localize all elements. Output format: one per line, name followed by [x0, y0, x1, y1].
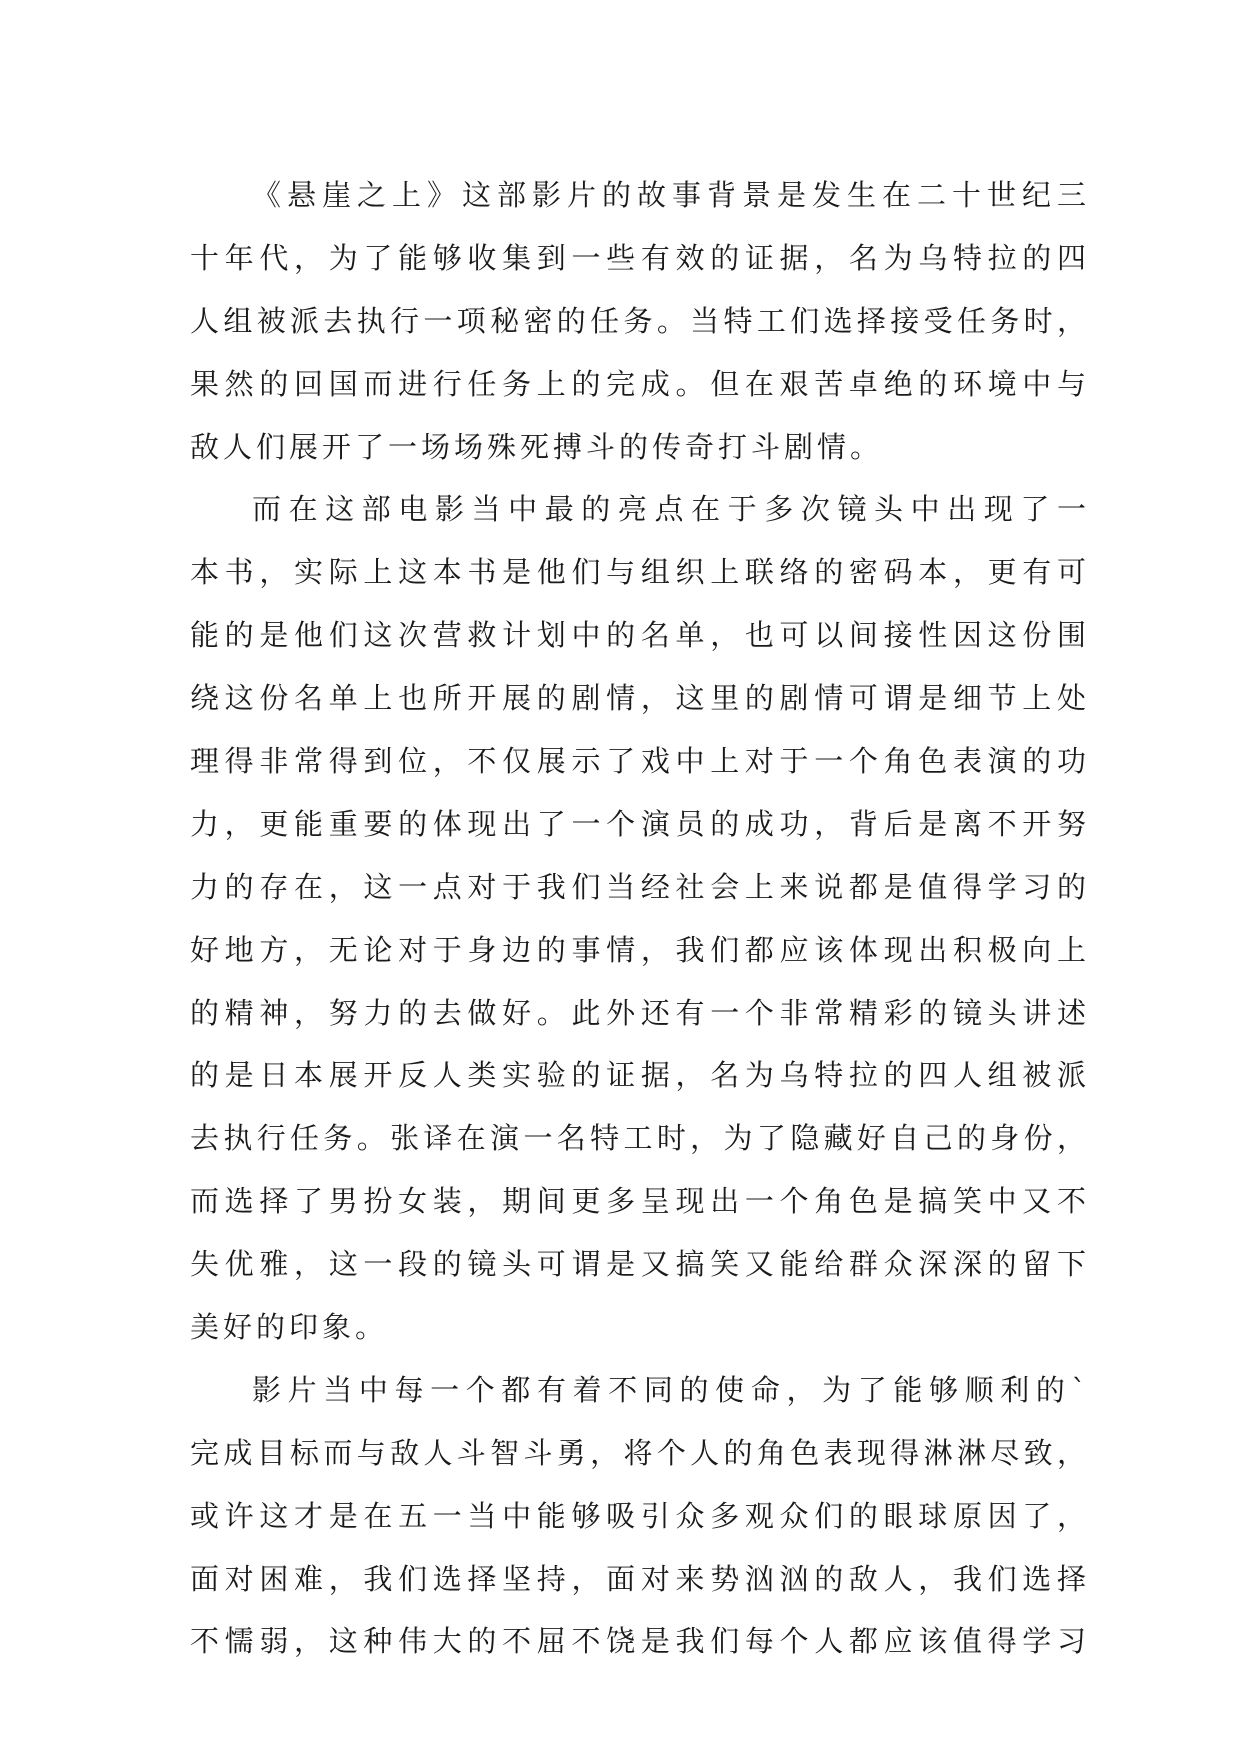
text-line: 去执行任务。张译在演一名特工时，为了隐藏好自己的身份，: [190, 1121, 1090, 1156]
text-line: 完成目标而与敌人斗智斗勇，将个人的角色表现得淋淋尽致，: [190, 1435, 1090, 1470]
text-line: 人组被派去执行一项秘密的任务。当特工们选择接受任务时，: [190, 303, 1090, 338]
text-line: 不懦弱，这种伟大的不屈不饶是我们每个人都应该值得学习: [190, 1624, 1090, 1659]
text-line: 果然的回国而进行任务上的完成。但在艰苦卓绝的环境中与: [190, 366, 1090, 401]
text-line: 《悬崖之上》这部影片的故事背景是发生在二十世纪三: [252, 178, 1090, 212]
text-line: 力的存在，这一点对于我们当经社会上来说都是值得学习的: [190, 869, 1090, 904]
text-line: 十年代，为了能够收集到一些有效的证据，名为乌特拉的四: [190, 240, 1090, 275]
text-line: 而选择了男扮女装，期间更多呈现出一个角色是搞笑中又不: [190, 1184, 1090, 1219]
paragraph-3: [190, 1359, 1090, 1673]
text-line: 理得非常得到位，不仅展示了戏中上对于一个角色表演的功: [190, 744, 1090, 779]
text-line: 的是日本展开反人类实验的证据，名为乌特拉的四人组被派: [190, 1058, 1090, 1093]
text-line: 敌人们展开了一场场殊死搏斗的传奇打斗剧情。: [190, 429, 884, 464]
text-line: 而在这部电影当中最的亮点在于多次镜头中出现了一: [252, 492, 1090, 527]
text-line: 本书，实际上这本书是他们与组织上联络的密码本，更有可: [190, 555, 1090, 590]
text-line: 失优雅，这一段的镜头可谓是又搞笑又能给群众深深的留下: [190, 1247, 1090, 1282]
text-line: 影片当中每一个都有着不同的使命，为了能够顺利的`: [252, 1372, 1090, 1407]
text-line: 能的是他们这次营救计划中的名单，也可以间接性因这份围: [190, 618, 1090, 653]
text-line: 的精神，努力的去做好。此外还有一个非常精彩的镜头讲述: [190, 995, 1090, 1030]
text-line: 力，更能重要的体现出了一个演员的成功，背后是离不开努: [190, 806, 1090, 841]
text-line: 或许这才是在五一当中能够吸引众多观众们的眼球原因了，: [190, 1498, 1090, 1533]
text-line: 面对困难，我们选择坚持，面对来势汹汹的敌人，我们选择: [190, 1561, 1090, 1596]
text-line: 美好的印象。: [190, 1310, 389, 1345]
paragraph-2: [190, 478, 1090, 1358]
text-line: 好地方，无论对于身边的事情，我们都应该体现出积极向上: [190, 932, 1090, 967]
text-line: 绕这份名单上也所开展的剧情，这里的剧情可谓是细节上处: [190, 681, 1090, 716]
paragraph-1: [190, 164, 1090, 478]
body-text: [190, 164, 1090, 1673]
